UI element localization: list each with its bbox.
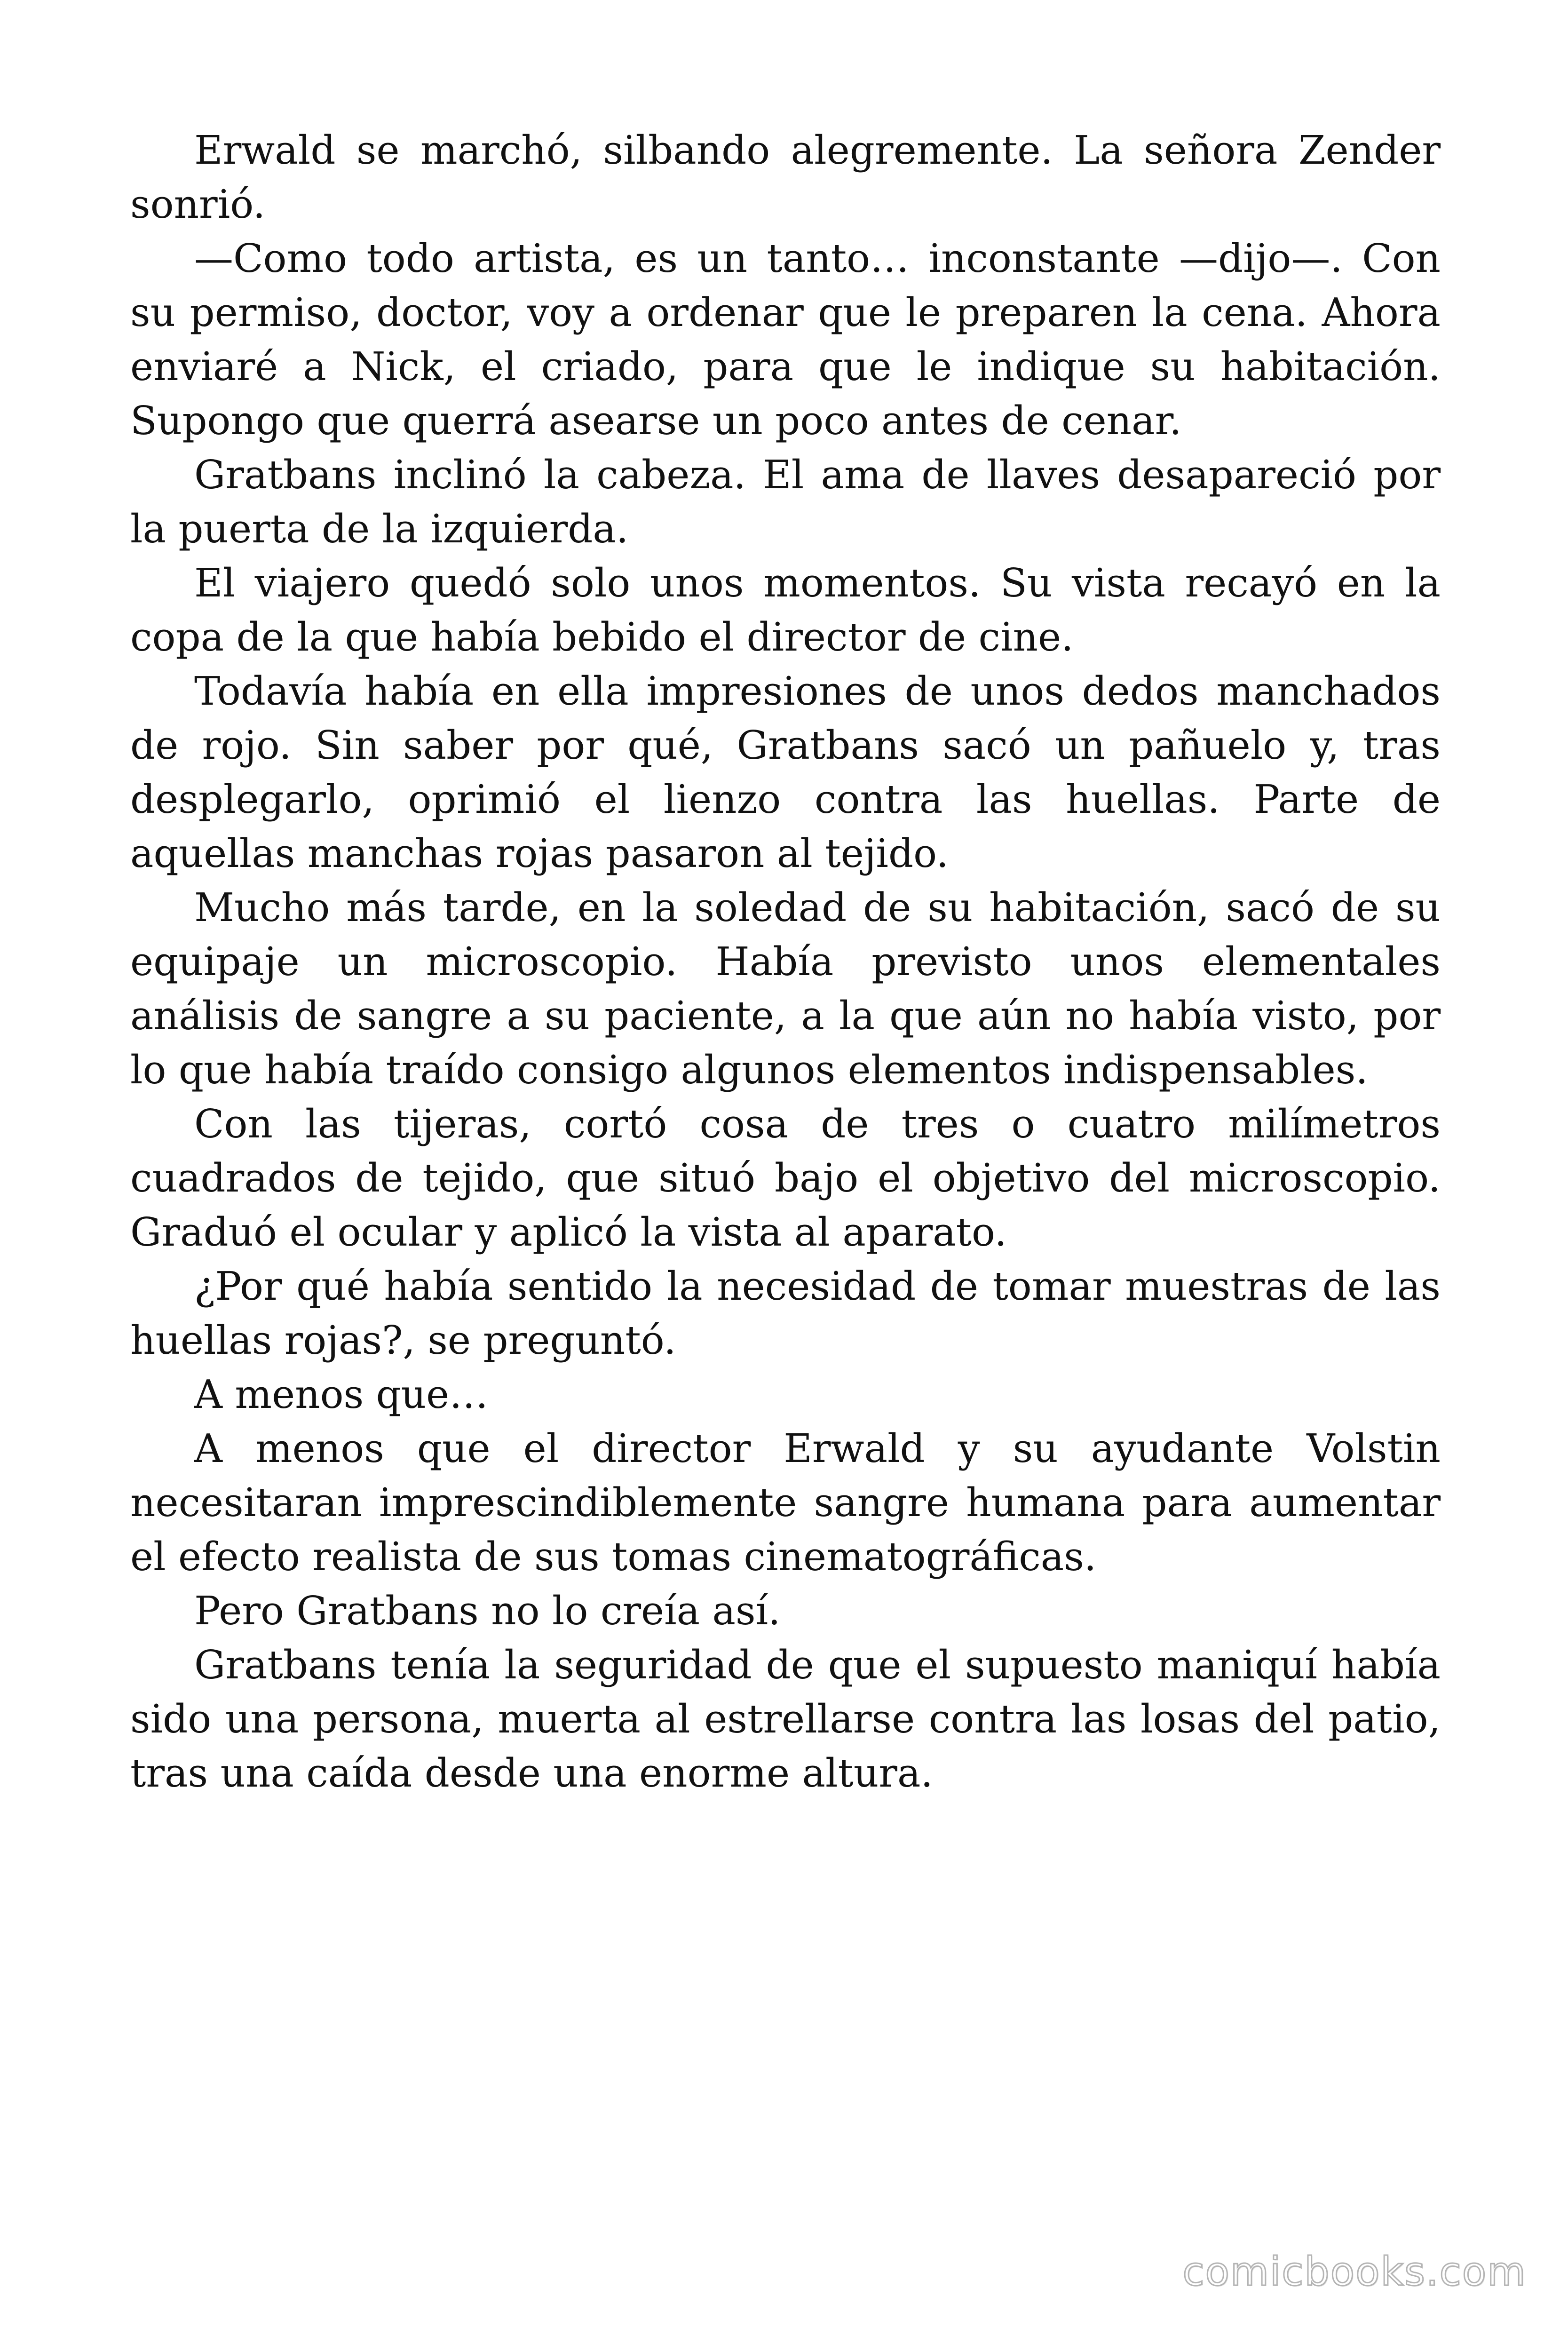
watermark: comicbooks.com [1182,2249,1527,2295]
paragraph: Mucho más tarde, en la soledad de su habitación, sacó de su equipaje un microscopio. Había previsto unos elementales análisis de sangre a su paciente, a la que aún no había visto, por lo que había traído consigo algunos elementos indispensables. [130,885,1441,1093]
paragraph: Gratbans inclinó la cabeza. El ama de llaves desapareció por la puerta de la izquierda. [130,452,1441,552]
paragraph: Pero Gratbans no lo creía así. [194,1588,781,1634]
paragraph: Todavía había en ella impresiones de unos dedos manchados de rojo. Sin saber por qué, Gratbans sacó un pañuelo y, tras desplegarlo, oprimió el lienzo contra las huellas. Parte de aquellas manchas rojas pasaron al tejido. [130,668,1441,876]
paragraph: Con las tijeras, cortó cosa de tres o cuatro milímetros cuadrados de tejido, que situó bajo el objetivo del microscopio. Graduó el ocular y aplicó la vista al aparato. [130,1101,1441,1255]
paragraph: A menos que… [194,1372,489,1417]
paragraph: Erwald se marchó, silbando alegremente. La señora Zender sonrió. [130,127,1441,227]
book-page-text [130,123,1441,1800]
paragraph: Gratbans tenía la seguridad de que el supuesto maniquí había sido una persona, muerta al estrellarse contra las losas del patio, tras una caída desde una enorme altura. [130,1642,1441,1796]
paragraph: El viajero quedó solo unos momentos. Su vista recayó en la copa de la que había bebido el director de cine. [130,560,1441,660]
paragraph: ¿Por qué había sentido la necesidad de tomar muestras de las huellas rojas?, se preguntó. [130,1263,1441,1363]
paragraph: A menos que el director Erwald y su ayudante Volstin necesitaran imprescindiblemente sangre humana para aumentar el efecto realista de sus tomas cinematográficas. [130,1426,1441,1580]
paragraph: —Como todo artista, es un tanto… inconstante —dijo—. Con su permiso, doctor, voy a ordenar que le preparen la cena. Ahora enviaré a Nick, el criado, para que le indique su habitación. Supongo que querrá asearse un poco antes de cenar. [130,236,1441,444]
